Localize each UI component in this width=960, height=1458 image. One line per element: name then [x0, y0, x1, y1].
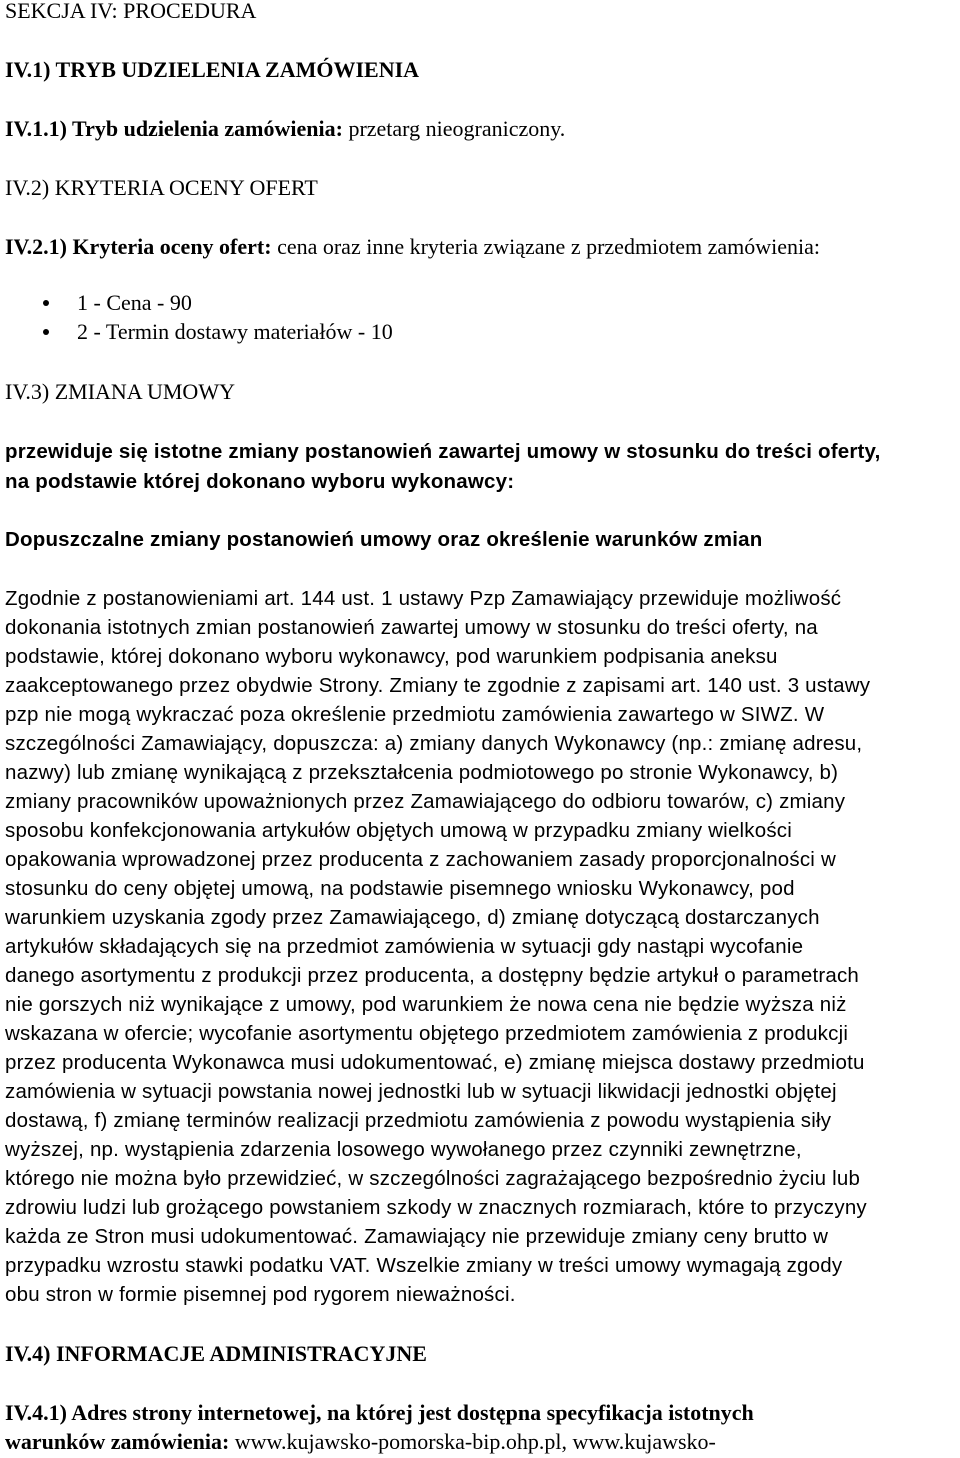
iv41-value: www.kujawsko-pomorska-bip.ohp.pl, www.kujawsko- — [234, 1429, 716, 1454]
paragraph-line: artykułów składających się na przedmiot zamówienia w sytuacji gdy nastąpi wycofanie — [5, 935, 804, 958]
bullet-icon — [43, 300, 49, 306]
criteria-item — [43, 290, 192, 316]
paragraph-line: stosunku do ceny objętej umową, na podstawie pisemnego wniosku Wykonawcy, pod — [5, 877, 795, 900]
paragraph-line: przypadku wzrostu stawki podatku VAT. Wszelkie zmiany w treści umowy wymagają zgody — [5, 1254, 843, 1277]
paragraph-line: podstawie, której dokonano wyboru wykonawcy, pod warunkiem podpisania aneksu — [5, 645, 778, 668]
paragraph-line: przez producenta Wykonawca musi udokumentować, e) zmianę miejsca dostawy przedmiotu — [5, 1051, 865, 1074]
paragraph-line: zmiany pracowników upoważnionych przez Zamawiającego do odbioru towarów, c) zmiany — [5, 790, 846, 813]
paragraph-line: Zgodnie z postanowieniami art. 144 ust. 1 ustawy Pzp Zamawiający przewiduje możliwość — [5, 587, 842, 610]
iv21-value: cena oraz inne kryteria związane z przedmiotem zamówienia: — [277, 234, 821, 259]
paragraph-line: danego asortymentu z produkcji przez producenta, a dostępny będzie artykuł o parametrach — [5, 964, 860, 987]
paragraph-line: szczególności Zamawiający, dopuszcza: a) zmiany danych Wykonawcy (np.: zmianę adresu, — [5, 732, 863, 755]
criteria-item — [43, 319, 393, 345]
paragraph-line: wyższej, np. wystąpienia zdarzenia losowego wywołanego przez czynniki zewnętrzne, — [5, 1138, 802, 1161]
paragraph-line: zamówienia w sytuacji powstania nowej jednostki lub w sytuacji likwidacji jednostki objętej — [5, 1080, 837, 1103]
criteria-item-text: 1 - Cena - 90 — [77, 290, 192, 315]
iv3-text-line: na podstawie której dokonano wyboru wykonawcy: — [5, 470, 515, 493]
iv1-heading: IV.1) TRYB UDZIELENIA ZAMÓWIENIA — [5, 57, 420, 82]
iv2-heading: IV.2) KRYTERIA OCENY OFERT — [5, 175, 318, 200]
iv21-line — [5, 234, 820, 260]
paragraph-line: dokonania istotnych zmian postanowień zawartej umowy w stosunku do treści oferty, na — [5, 616, 818, 639]
paragraph-line: opakowania wprowadzonej przez producenta z zachowaniem zasady proporcjonalności w — [5, 848, 836, 871]
iv3-heading: IV.3) ZMIANA UMOWY — [5, 379, 235, 404]
paragraph-line: zdrowiu ludzi lub grożącego powstaniem szkody w znacznych rozmiarach, które to przyczyny — [5, 1196, 867, 1219]
paragraph-line: zaakceptowanego przez obydwie Strony. Zmiany te zgodnie z zapisami art. 140 ust. 3 ustawy — [5, 674, 871, 697]
paragraph-line: którego nie można było przewidzieć, w szczególności zagrażającego bezpośrednio życiu lub — [5, 1167, 861, 1190]
iv11-value: przetarg nieograniczony. — [348, 116, 566, 141]
paragraph-line: wskazana w ofercie; wycofanie asortymentu objętego przedmiotem zamówienia z produkcji — [5, 1022, 849, 1045]
iv4-heading: IV.4) INFORMACJE ADMINISTRACYJNE — [5, 1341, 427, 1366]
criteria-item-text: 2 - Termin dostawy materiałów - 10 — [77, 319, 393, 344]
paragraph-line: nazwy) lub zmianę wynikającą z przekształcenia podmiotowego po stronie Wykonawcy, b) — [5, 761, 839, 784]
iv41-label-line2: warunków zamówienia: — [5, 1429, 230, 1454]
paragraph-line: obu stron w formie pisemnej pod rygorem nieważności. — [5, 1283, 516, 1306]
paragraph-line: sposobu konfekcjonowania artykułów objętych umową w przypadku zmiany wielkości — [5, 819, 793, 842]
section-title: SEKCJA IV: PROCEDURA — [5, 0, 257, 23]
paragraph-line: nie gorszych niż wynikające z umowy, pod warunkiem że nowa cena nie będzie wyższa niż — [5, 993, 847, 1016]
paragraph-line: każda ze Stron musi udokumentować. Zamawiający nie przewiduje zmiany ceny brutto w — [5, 1225, 829, 1248]
iv41-line2 — [5, 1429, 716, 1455]
iv41-label-line1: IV.4.1) Adres strony internetowej, na której jest dostępna specyfikacja istotnych — [5, 1400, 754, 1425]
paragraph-line: dostawą, f) zmianę terminów realizacji przedmiotu zamówienia z powodu wystąpienia siły — [5, 1109, 832, 1132]
paragraph-line: pzp nie mogą wykraczać poza określenie przedmiotu zamówienia zawartego w SIWZ. W — [5, 703, 825, 726]
iv21-label: IV.2.1) Kryteria oceny ofert: — [5, 234, 272, 259]
iv3-text-line: przewiduje się istotne zmiany postanowień zawartej umowy w stosunku do treści oferty, — [5, 440, 881, 463]
changes-heading: Dopuszczalne zmiany postanowień umowy oraz określenie warunków zmian — [5, 528, 763, 551]
iv11-label: IV.1.1) Tryb udzielenia zamówienia: — [5, 116, 343, 141]
paragraph-line: warunkiem uzyskania zgody przez Zamawiającego, d) zmianę dotyczącą dostarczanych — [5, 906, 820, 929]
iv11-line — [5, 116, 565, 142]
bullet-icon — [43, 329, 49, 335]
